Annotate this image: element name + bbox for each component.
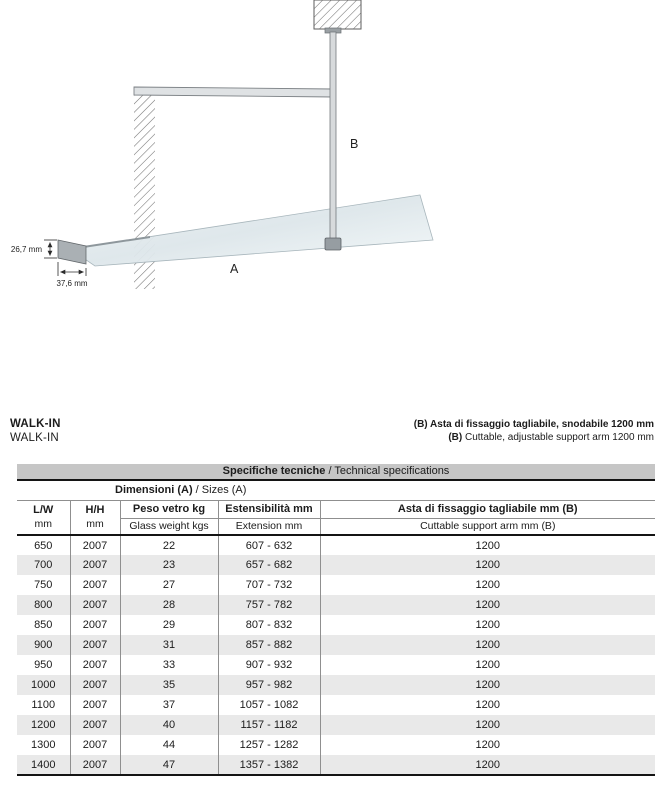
cell-lw: 900 <box>17 635 70 655</box>
cell-support-arm: 1200 <box>320 735 655 755</box>
cell-glass-weight: 31 <box>120 635 218 655</box>
table-row <box>17 575 655 595</box>
cell-glass-weight: 28 <box>120 595 218 615</box>
cell-extension: 807 - 832 <box>218 615 320 635</box>
table-row <box>17 735 655 755</box>
cell-hh: 2007 <box>70 575 120 595</box>
diagram-label-a: A <box>230 262 239 276</box>
table-row <box>17 595 655 615</box>
cell-hh: 2007 <box>70 755 120 775</box>
col-header-lw <box>17 500 70 535</box>
col-header-arm-en: Cuttable support arm mm (B) <box>320 518 655 535</box>
table-row <box>17 755 655 775</box>
cell-lw: 850 <box>34 619 53 631</box>
cell-glass-weight: 27 <box>120 575 218 595</box>
cell-lw: 950 <box>34 659 53 671</box>
section-title-en: / Technical specifications <box>325 465 450 477</box>
cell-extension: 1057 - 1082 <box>218 695 320 715</box>
spec-table-wrap <box>17 464 655 776</box>
support-arm-note-block <box>414 418 654 444</box>
title-row <box>10 418 654 444</box>
cell-support-arm: 1200 <box>320 555 655 575</box>
cell-extension: 1257 - 1282 <box>218 735 320 755</box>
note-en-prefix: (B) <box>448 432 463 443</box>
col-header-weight-it: Peso vetro kg <box>120 500 218 518</box>
cell-support-arm: 1200 <box>320 595 655 615</box>
dim-profile-height-label: 26,7 mm <box>10 245 42 254</box>
cell-hh: 2007 <box>70 595 120 615</box>
cell-extension: 757 - 782 <box>218 595 320 615</box>
cell-extension: 1357 - 1382 <box>218 755 320 775</box>
table-row <box>17 715 655 735</box>
dimension-profile-depth <box>58 262 86 276</box>
spec-table-body <box>17 535 655 775</box>
cell-lw: 1200 <box>17 715 70 735</box>
col-header-weight-en: Glass weight kgs <box>120 518 218 535</box>
table-row <box>17 535 655 555</box>
column-header-row-it <box>17 500 655 518</box>
cell-support-arm: 1200 <box>320 615 655 635</box>
cell-glass-weight: 40 <box>120 715 218 735</box>
cell-extension: 607 - 632 <box>218 535 320 555</box>
table-row <box>17 615 655 635</box>
col-header-hh-it: H/H <box>85 504 105 517</box>
cell-extension: 857 - 882 <box>218 635 320 655</box>
support-arm-note-it: (B) Asta di fissaggio tagliabile, snodabile 1200 mm <box>413 419 654 430</box>
col-header-lw-it: L/W <box>33 504 54 517</box>
col-header-extension-en: Extension mm <box>218 518 320 535</box>
cell-glass-weight: 22 <box>120 535 218 555</box>
cell-support-arm: 1200 <box>320 755 655 775</box>
col-header-arm-it: Asta di fissaggio tagliabile mm (B) <box>320 500 655 518</box>
cell-support-arm: 1200 <box>320 635 655 655</box>
cell-hh: 2007 <box>70 655 120 675</box>
subtitle <box>17 480 655 500</box>
col-header-hh-en: mm <box>86 517 104 530</box>
cell-glass-weight: 33 <box>120 655 218 675</box>
cell-extension: 907 - 932 <box>218 655 320 675</box>
col-header-extension-it: Estensibilità mm <box>218 500 320 518</box>
cell-support-arm: 1200 <box>320 655 655 675</box>
table-section-bar <box>17 464 655 480</box>
cell-lw: 700 <box>17 555 70 575</box>
wall-profile <box>58 240 86 264</box>
product-title-it: WALK-IN <box>10 418 61 430</box>
cell-extension: 1157 - 1182 <box>218 715 320 735</box>
cell-hh: 2007 <box>70 695 120 715</box>
cell-extension: 957 - 982 <box>218 675 320 695</box>
support-arm-note-en <box>414 431 654 444</box>
cell-extension: 657 - 682 <box>218 555 320 575</box>
cell-lw: 800 <box>17 595 70 615</box>
cell-hh: 2007 <box>70 555 120 575</box>
col-header-lw-en: mm <box>34 517 52 530</box>
cell-support-arm: 1200 <box>320 715 655 735</box>
table-row <box>17 655 655 675</box>
cell-lw: 1000 <box>17 675 70 695</box>
diagram-label-b: B <box>350 137 359 151</box>
section-title <box>17 464 655 480</box>
subtitle-en: / Sizes (A) <box>192 484 247 497</box>
cell-glass-weight: 35 <box>120 675 218 695</box>
cell-hh: 2007 <box>70 675 120 695</box>
section-title-it: Specifiche tecniche <box>222 465 326 477</box>
cell-support-arm: 1200 <box>320 575 655 595</box>
dim-profile-depth-label: 37,6 mm <box>56 279 88 288</box>
cell-hh: 2007 <box>70 615 120 635</box>
cell-extension: 707 - 732 <box>218 575 320 595</box>
cell-hh: 2007 <box>70 535 120 555</box>
product-title-en: WALK-IN <box>10 432 59 444</box>
cell-glass-weight: 47 <box>120 755 218 775</box>
cell-support-arm: 1200 <box>320 675 655 695</box>
cell-hh: 2007 <box>70 735 120 755</box>
cell-support-arm: 1200 <box>320 695 655 715</box>
col-header-hh <box>70 500 120 535</box>
table-subheader <box>17 480 655 500</box>
cell-lw: 1400 <box>17 755 70 775</box>
cell-glass-weight: 23 <box>120 555 218 575</box>
cell-hh: 2007 <box>70 635 120 655</box>
table-row <box>17 635 655 655</box>
note-en-text: Cuttable, adjustable support arm 1200 mm <box>462 432 654 443</box>
cell-lw: 750 <box>34 579 53 591</box>
table-row <box>17 675 655 695</box>
glass-clamp <box>325 238 341 250</box>
cell-glass-weight: 37 <box>120 695 218 715</box>
ceiling-hatch <box>314 0 361 33</box>
top-support-bar <box>134 87 333 97</box>
cell-glass-weight: 29 <box>120 615 218 635</box>
cell-lw: 1300 <box>31 739 56 751</box>
cell-glass-weight: 44 <box>120 735 218 755</box>
spec-table <box>17 464 655 776</box>
table-row <box>17 695 655 715</box>
glass-panel <box>70 195 433 266</box>
product-title-block <box>10 418 61 444</box>
cell-lw: 1100 <box>31 699 56 711</box>
dimension-profile-height <box>44 240 57 258</box>
table-row <box>17 555 655 575</box>
cell-lw: 650 <box>34 539 53 552</box>
cell-hh: 2007 <box>70 715 120 735</box>
subtitle-it: Dimensioni (A) <box>115 484 193 497</box>
cell-support-arm: 1200 <box>320 535 655 555</box>
